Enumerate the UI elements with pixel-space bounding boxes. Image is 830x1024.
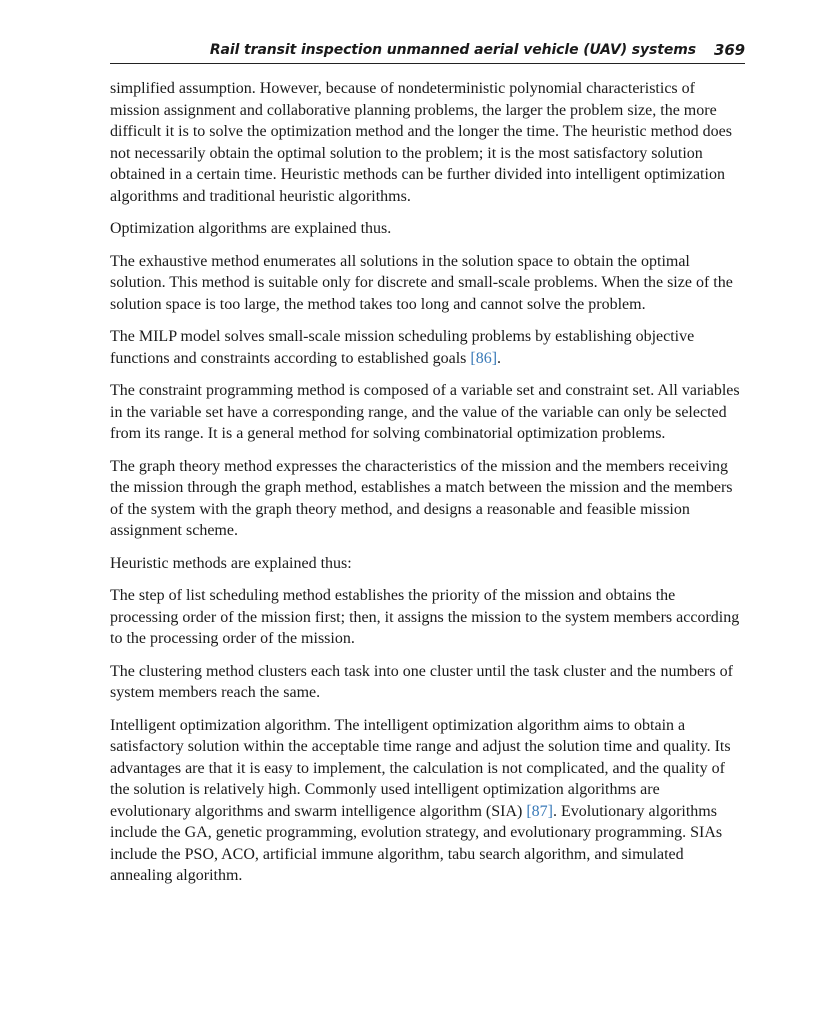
citation-87-link[interactable]: [87] <box>526 802 553 820</box>
paragraph-optimization-lead: Optimization algorithms are explained thus. <box>110 220 392 237</box>
page-number: 369 <box>713 41 745 59</box>
intelligent-text-end: . Evolutionary algorithms include the GA, genetic programming, evolution strategy, and evolutionary programming. SIAs include the PSO, ACO, artificial immune algorithm, tabu search algorithm, and simulated annealing algorithm. <box>110 802 723 884</box>
citation-86-link[interactable]: [86] <box>470 349 498 367</box>
running-title: Rail transit inspection unmanned aerial vehicle (UAV) systems <box>209 42 696 58</box>
milp-text: The MILP model solves small-scale mission scheduling problems by establishing objective functions and constraints according to established goals <box>110 328 695 367</box>
paragraph-exhaustive-method: The exhaustive method enumerates all solutions in the solution space to obtain the optimal solution. This method is suitable only for discrete and small-scale problems. When the size of the solution space is too large, the method takes too long and cannot solve the problem. <box>110 252 733 313</box>
header-rule <box>110 63 745 64</box>
paragraph-intelligent-optimization <box>110 715 740 887</box>
running-head <box>110 38 745 62</box>
paragraph-intro-continuation: simplified assumption. However, because of nondeterministic polynomial characteristics of mission assignment and collaborative planning problems, the larger the problem size, the more difficult it is to solve the optimization method and the longer the time. The heuristic method does not necessarily obtain the optimal solution to the problem; it is the most satisfactory solution obtained in a certain time. Heuristic methods can be further divided into intelligent optimization algorithms and traditional heuristic algorithms. <box>110 80 732 205</box>
intelligent-text: Intelligent optimization algorithm. The intelligent optimization algorithm aims to obtain a satisfactory solution within the acceptable time range and adjust the solution time and quality. Its advantages are that it is easy to implement, the calculation is not complicated, and the quality of the solution is relatively high. Commonly used intelligent optimization algorithms are evolutionary algorithms and swarm intelligence algorithm (SIA) <box>110 716 731 820</box>
paragraph-constraint-programming: The constraint programming method is composed of a variable set and constraint set. All variables in the variable set have a corresponding range, and the value of the variable can only be selected from its range. It is a general method for solving combinatorial optimization problems. <box>110 382 740 442</box>
paragraph-graph-theory: The graph theory method expresses the characteristics of the mission and the members receiving the mission through the graph method, establishes a match between the mission and the members of the system with the graph theory method, and designs a reasonable and feasible mission assignment scheme. <box>110 457 733 539</box>
paragraph-clustering: The clustering method clusters each task into one cluster until the task cluster and the numbers of system members reach the same. <box>110 662 733 701</box>
paragraph-milp-model <box>110 326 740 369</box>
milp-text-end: . <box>497 349 502 367</box>
paragraph-heuristic-lead: Heuristic methods are explained thus: <box>110 554 352 572</box>
body-text <box>110 78 740 898</box>
paragraph-list-scheduling: The step of list scheduling method establishes the priority of the mission and obtains the processing order of the mission first; then, it assigns the mission to the system members according to the processing order of the mission. <box>110 587 740 647</box>
